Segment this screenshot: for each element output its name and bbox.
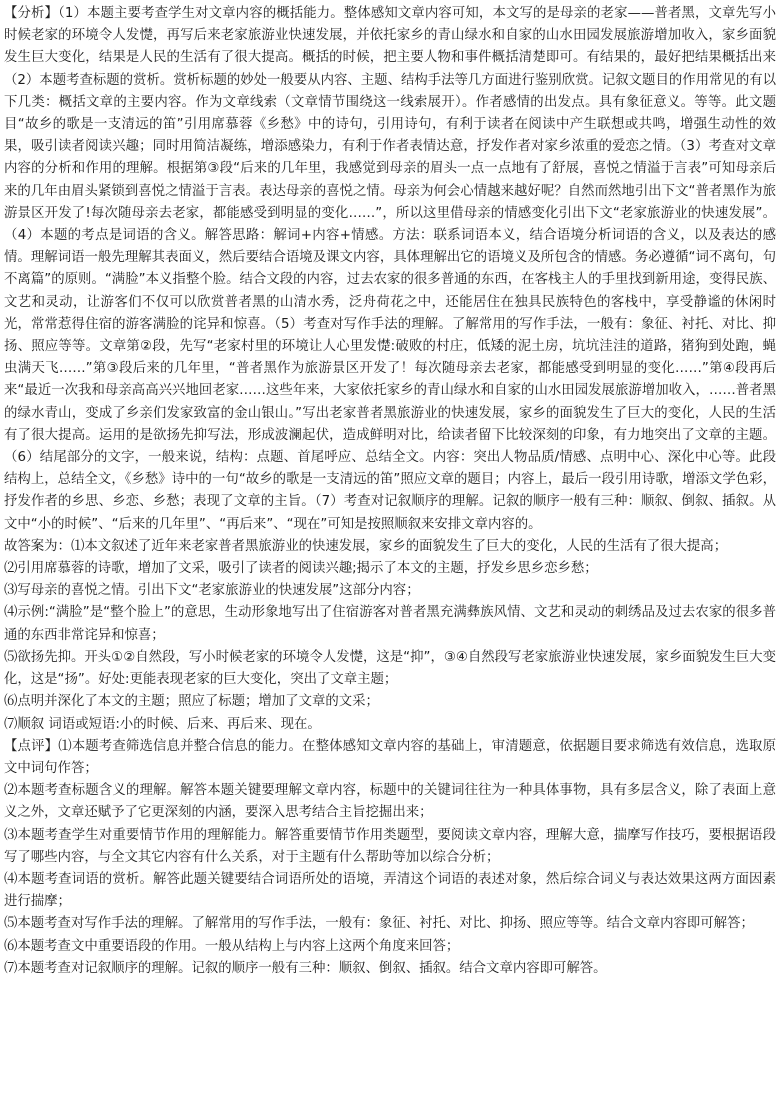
comment-line: ⑵本题考查标题含义的理解。解答本题关键要理解文章内容，标题中的关键词往往为一种具体事物，具有多层含义，除了表面上意义之外，文章还赋予了它更深刻的内涵，要深入思考结合主旨挖掘出来； (4, 783, 776, 821)
comment-line: ⑶本题考查学生对重要情节作用的理解能力。解答重要情节作用类题型，要阅读文章内容，理解大意，揣摩写作技巧，要根据语段写了哪些内容，与全文其它内容有什么关系，对于主题有什么帮助等加以综合分析； (4, 827, 776, 865)
comment-line: ⑺本题考查对记叙顺序的理解。记叙的顺序一般有三种：顺叙、倒叙、插叙。结合文章内容即可解答。 (4, 960, 607, 976)
comment-tag: 【点评】 (4, 738, 59, 754)
comment-line: ⑸本题考查对写作手法的理解。了解常用的写作手法，一般有：象征、衬托、对比、抑扬、照应等等。结合文章内容即可解答； (4, 916, 754, 932)
comment-line (4, 736, 776, 780)
answer-line: ⑺顺叙 词语或短语:小的时候、后来、再后来、现在。 (4, 716, 321, 732)
comment-line: ⑷本题考查词语的赏析。解答此题关键要结合词语所处的语境，弄清这个词语的表述对象，然后综合词义与表达效果这两方面因素进行揣摩； (4, 871, 776, 910)
answer-line: ⑷示例:“满脸”是“整个脸上”的意思，生动形象地写出了住宿游客对普者黑充满彝族风情、文艺和灵动的刺绣品及过去农家的很多普通的东西非常诧异和惊喜； (4, 605, 776, 643)
comment-line: ⑹本题考查文中重要语段的作用。一般从结构上与内容上这两个角度来回答； (4, 938, 460, 954)
answer-line: ⑶写母亲的喜悦之情。引出下文“老家旅游业的快速发展”这部分内容； (4, 583, 420, 599)
analysis-text: （1）本题主要考查学生对文章内容的概括能力。整体感知文章内容可知，本文写的是母亲的老家——普者黑，文章先写小时候老家的环境令人发憷，再写后来老家旅游业快速发展，并依托家乡的青山绿水和自家的山水田园发展旅游增加收入，家乡面貌发生巨大变化，结果是人民的生活有了很大提高。概括的时候，把主要人物和事件概括清楚即可。有结果的，最好把结果概括出来（2）本题考查标题的赏析。赏析标题的妙处一般要从内容、主题、结构手法等几方面进行鉴别欣赏。记叙文题目的作用常见的有以下几类：概括文章的主要内容。作为文章线索（文章情节围绕这一线索展开）。作者感情的出发点。具有象征意义。等等。此文题目“故乡的歌是一支清远的笛”引用席慕蓉《乡愁》中的诗句，引用诗句，有利于读者在阅读中产生联想或共鸣，增强生动性的效果，吸引读者阅读兴趣；同时用简洁凝练，增添感染力，有利于作者表情达意，抒发作者对家乡浓重的爱恋之情。（3）考查对文章内容的分析和作用的理解。根据第③段“后来的几年里，我感觉到母亲的眉头一点一点地有了舒展，喜悦之情溢于言表”可知母亲后来的几年由眉头紧锁到喜悦之情溢于言表。表达母亲的喜悦之情。母亲为何会心情越来越好呢？自然而然地引出下文“普者黑作为旅游景区开发了!每次随母亲去老家，都能感受到明显的变化……”，所以这里借母亲的情感变化引出下文“老家旅游业的快速发展”。（4）本题的考点是词语的含义。解答思路：解词+内容+情感。方法：联系词语本义，结合语境分析词语的含义，以及表达的感情。理解词语一般先理解其表面义，然后要结合语境及课文内容，具体理解出它的语境义及所包含的情感。务必遵循“词不离句，句不离篇”的原则。“满脸”本义指整个脸。结合文段的内容，过去农家的很多普通的东西，在客栈主人的手里找到新用途，变得民族、文艺和灵动，让游客们不仅可以欣赏普者黑的山清水秀，泛舟荷花之中，还能居住在独具民族特色的客栈中，享受静谧的休闲时光，常常惹得住宿的游客满脸的诧异和惊喜。（5）考查对写作手法的理解。了解常用的写作手法，一般有：象征、衬托、对比、抑扬、照应等等。文章第②段，先写“老家村里的环境让人心里发憷:破败的村庄，低矮的泥土房，坑坑洼洼的道路，猪狗到处跑，蝇虫满天飞……”第③段后来的几年里，“普者黑作为旅游景区开发了！每次随母亲去老家，都能感受到明显的变化……”第④段再后来“最近一次我和母亲高高兴兴地回老家……这些年来，大家依托家乡的青山绿水和自家的山水田园发展旅游增加收入，……普者黑的绿水青山，变成了乡亲们发家致富的金山银山。”写出老家普者黑旅游业的快速发展，家乡的面貌发生了巨大的变化，人民的生活有了很大提高。运用的是欲扬先抑写法，形成波澜起伏，造成鲜明对比，给读者留下比较深刻的印象，有力地突出了文章的主题。（6）结尾部分的文字，一般来说，结构：点题、首尾呼应、总结全文。内容：突出人物品质/情感、点明中心、深化中心等。此段结构上，总结全文，《乡愁》诗中的一句“故乡的歌是一支清远的笛”照应文章的题目；内容上，最后一段引用诗歌，增添文学色彩，抒发作者的乡思、乡恋、乡愁；表现了文章的主旨。（7）考查对记叙顺序的理解。记叙的顺序一般有三种：顺叙、倒叙、插叙。从文中“小的时候”、“后来的几年里”、“再后来”、“现在”可知是按照顺叙来安排文章内容的。 (4, 6, 776, 532)
answer-block (4, 536, 776, 736)
analysis-tag: 【分析】 (4, 6, 59, 21)
comment-block (4, 736, 776, 980)
answer-line: ⑸欲扬先抑。开头①②自然段，写小时候老家的环境令人发憷，这是“抑”，③④自然段写老家旅游业快速发展，家乡面貌发生巨大变化，这是“扬”。好处:更能表现老家的巨大变化，突出了文章主题； (4, 649, 776, 688)
comment-item: ⑴本题考查筛选信息并整合信息的能力。在整体感知文章内容的基础上，审清题意，依据题目要求筛选有效信息，选取原文中词句作答； (4, 738, 776, 776)
answer-line: 故答案为：⑴本文叙述了近年来老家普者黑旅游业的快速发展，家乡的面貌发生了巨大的变化，人民的生活有了很大提高； (4, 538, 728, 554)
analysis-paragraph (4, 3, 776, 536)
answer-line: ⑵引用席慕蓉的诗歌，增加了文采，吸引了读者的阅读兴趣;揭示了本文的主题，抒发乡思乡恋乡愁； (4, 561, 598, 577)
answer-line: ⑹点明并深化了本文的主题；照应了标题；增加了文章的文采； (4, 694, 379, 710)
